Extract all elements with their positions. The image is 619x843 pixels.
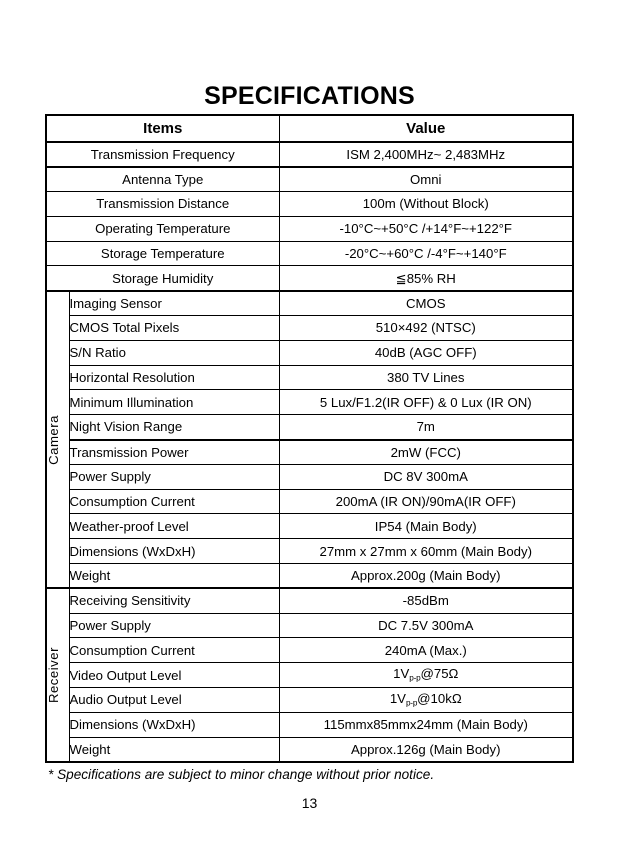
table-row [46,564,573,589]
item-cell: Operating Temperature [46,216,279,241]
table-row [46,291,573,316]
value-cell: 200mA (IR ON)/90mA(IR OFF) [279,489,573,514]
table-row [46,712,573,737]
footnote: * Specifications are subject to minor change without prior notice. [48,767,435,782]
table-row [46,489,573,514]
item-cell: Night Vision Range [69,415,279,440]
table-row [46,663,573,688]
value-cell: 40dB (AGC OFF) [279,340,573,365]
value-cell: 5 Lux/F1.2(IR OFF) & 0 Lux (IR ON) [279,390,573,415]
value-cell: -10°C~+50°C /+14°F~+122°F [279,216,573,241]
item-cell: CMOS Total Pixels [69,316,279,341]
value-cell: 240mA (Max.) [279,638,573,663]
section-label-receiver [46,588,69,762]
item-cell: Dimensions (WxDxH) [69,712,279,737]
table-row [46,167,573,192]
section-label-text: Camera [46,414,61,465]
value-cell: $1V_{p-p}@75\Omega$ [279,663,573,688]
value-cell: 27mm x 27mm x 60mm (Main Body) [279,539,573,564]
item-cell: Imaging Sensor [69,291,279,316]
item-cell: Transmission Frequency [46,142,279,167]
table-row [46,440,573,465]
value-cell: $1V_{p-p}@10k\Omega$ [279,688,573,713]
header-cell-value: Value [279,115,573,142]
value-cell: 100m (Without Block) [279,192,573,217]
table-row [46,539,573,564]
value-cell: 510×492 (NTSC) [279,316,573,341]
item-cell: Minimum Illumination [69,390,279,415]
table-row [46,142,573,167]
table-header-row [46,115,573,142]
table-row [46,192,573,217]
specifications-table [45,114,574,763]
table-row [46,514,573,539]
table-row [46,415,573,440]
item-cell: Weight [69,564,279,589]
table-row [46,365,573,390]
value-cell: ≦85% RH [279,266,573,291]
item-cell: Weather-proof Level [69,514,279,539]
table-row [46,613,573,638]
table-row [46,390,573,415]
item-cell: Transmission Power [69,440,279,465]
item-cell: Audio Output Level [69,688,279,713]
item-cell: Storage Temperature [46,241,279,266]
value-cell: -85dBm [279,588,573,613]
value-cell: 2mW (FCC) [279,440,573,465]
item-cell: Power Supply [69,613,279,638]
value-cell: Omni [279,167,573,192]
table-row [46,588,573,613]
table-body [46,115,573,762]
item-cell: S/N Ratio [69,340,279,365]
item-cell: Horizontal Resolution [69,365,279,390]
table-row [46,688,573,713]
page-title: SPECIFICATIONS [204,82,415,110]
item-cell: Video Output Level [69,663,279,688]
item-cell: Consumption Current [69,489,279,514]
table-row [46,241,573,266]
item-cell: Weight [69,737,279,762]
value-cell: ISM 2,400MHz~ 2,483MHz [279,142,573,167]
item-cell: Power Supply [69,464,279,489]
value-cell: Approx.126g (Main Body) [279,737,573,762]
item-cell: Storage Humidity [46,266,279,291]
table-row [46,464,573,489]
section-label-text: Receiver [46,647,61,704]
section-label-camera [46,291,69,589]
table-row [46,340,573,365]
value-cell: 7m [279,415,573,440]
value-cell: 380 TV Lines [279,365,573,390]
value-cell: Approx.200g (Main Body) [279,564,573,589]
header-cell-items: Items [46,115,279,142]
page-number: 13 [301,795,318,811]
value-cell: IP54 (Main Body) [279,514,573,539]
table-row [46,638,573,663]
item-cell: Dimensions (WxDxH) [69,539,279,564]
table-row [46,216,573,241]
item-cell: Antenna Type [46,167,279,192]
item-cell: Consumption Current [69,638,279,663]
value-cell: DC 8V 300mA [279,464,573,489]
item-cell: Transmission Distance [46,192,279,217]
table-row [46,737,573,762]
table-row [46,316,573,341]
value-cell: -20°C~+60°C /-4°F~+140°F [279,241,573,266]
value-cell: 115mmx85mmx24mm (Main Body) [279,712,573,737]
table-row [46,266,573,291]
value-cell: DC 7.5V 300mA [279,613,573,638]
item-cell: Receiving Sensitivity [69,588,279,613]
value-cell: CMOS [279,291,573,316]
